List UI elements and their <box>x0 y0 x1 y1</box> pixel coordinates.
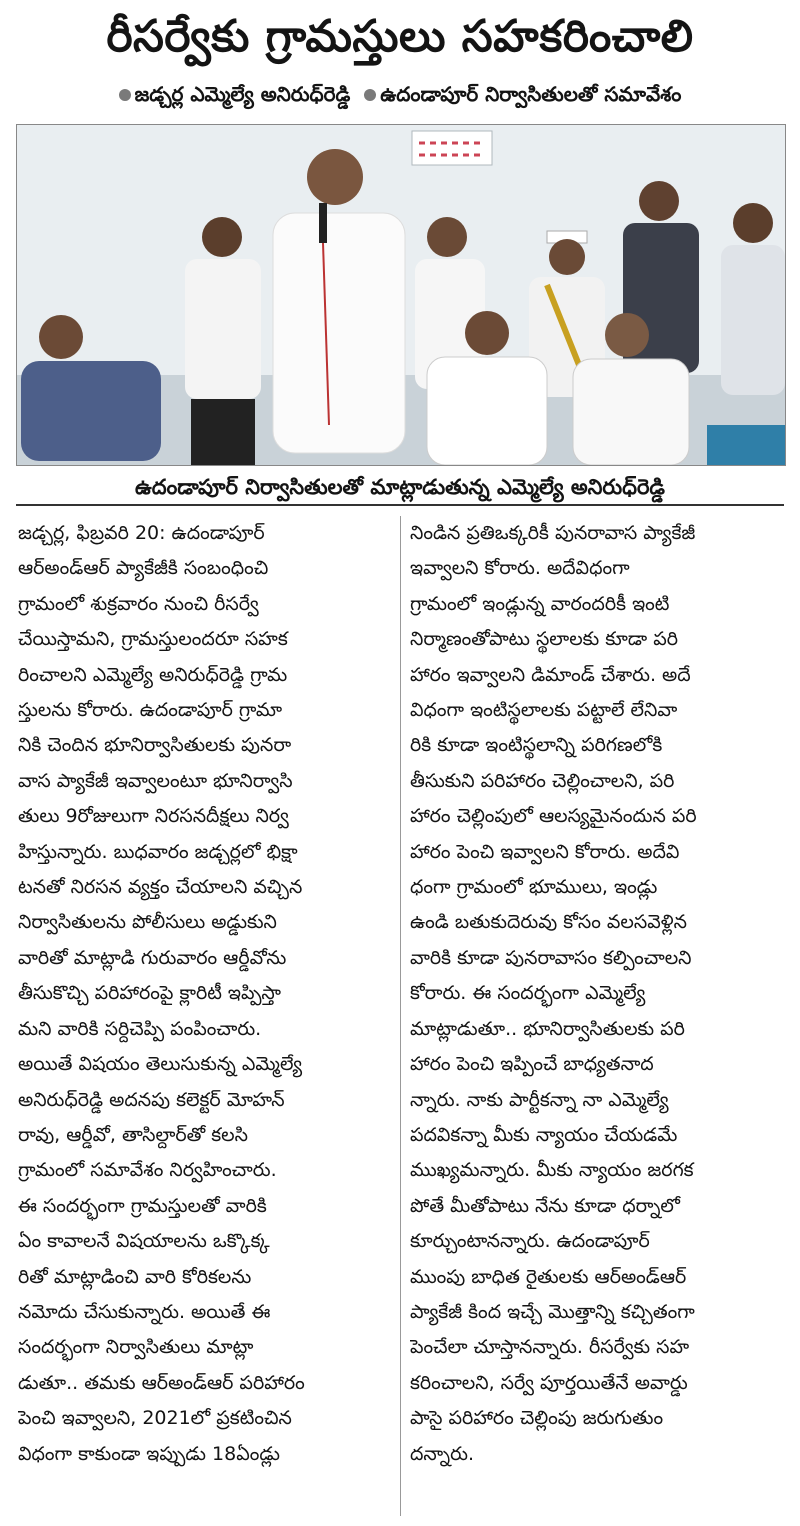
column-divider <box>400 516 401 1516</box>
subheadline <box>0 74 800 114</box>
subheadline-part-2: ఉదండాపూర్ నిర్వాసితులతో సమావేశం <box>380 82 682 106</box>
bullet-icon <box>119 89 131 101</box>
headline: రీసర్వేకు గ్రామస్తులు సహకరించాలి <box>106 11 694 62</box>
subheadline-part-1: జడ్చర్ల ఎమ్మెల్యే అనిరుధ్‌రెడ్డి <box>134 82 351 106</box>
article-body-column-right: నిండిన ప్రతిఒక్కరికీ పునరావాస ప్యాకేజీ ఇవ్వాలని కోరారు. అదేవిధంగా గ్రామంలో ఇండ్లున్న వారందరికీ ఇంటి నిర్మాణంతోపాటు స్థలాలకు కూడా పరి హారం ఇవ్వాలని డిమాండ్ చేశారు. అదే విధంగా ఇంటిస్థలాలకు పట్టాలే లేనివా రికి కూడా ఇంటిస్థలాన్ని పరిగణలోకి తీసుకుని పరిహారం చెల్లించాలని, పరి హారం చెల్లింపులో ఆలస్యమైనందున పరి హారం పెంచి ఇవ్వాలని కోరారు. అదేవి ధంగా గ్రామంలో భూములు, ఇండ్లు ఉండి బతుకుదెరువు కోసం వలసవెళ్లిన వారికి కూడా పునరావాసం కల్పించాలని కోరారు. ఈ సందర్భంగా ఎమ్మెల్యే మాట్లాడుతూ.. భూనిర్వాసితులకు పరి హారం పెంచి ఇప్పించే బాధ్యతనాద న్నారు. నాకు పార్టీకన్నా నా ఎమ్మెల్యే పదవికన్నా మీకు న్యాయం చేయడమే ముఖ్యమన్నారు. మీకు న్యాయం జరగక పోతే మీతోపాటు నేను కూడా ధర్నాలో కూర్చుంటానన్నారు. ఉదండాపూర్ ముంపు బాధిత రైతులకు ఆర్‌అండ్‌ఆర్ ప్యాకేజీ కింద ఇచ్చే మొత్తాన్ని కచ్చితంగా పెంచేలా చూస్తానన్నారు. రీసర్వేకు సహ కరించాలని, సర్వే పూర్తయితేనే అవార్డు పాసై పరిహారం చెల్లింపు జరుగుతుం దన్నారు. <box>410 522 697 1465</box>
news-photo <box>16 124 786 466</box>
bullet-icon <box>364 89 376 101</box>
article-body-column-left: జడ్చర్ల, ఫిబ్రవరి 20: ఉదండాపూర్ ఆర్‌అండ్‌ఆర్ ప్యాకేజీకి సంబంధించి గ్రామంలో శుక్రవారం నుంచి రీసర్వే చేయిస్తామని, గ్రామస్తులందరూ సహక రించాలని ఎమ్మెల్యే అనిరుధ్‌రెడ్డి గ్రామ స్తులను కోరారు. ఉదండాపూర్ గ్రామా నికి చెందిన భూనిర్వాసితులకు పునరా వాస ప్యాకేజీ ఇవ్వాలంటూ భూనిర్వాసి తులు 9రోజులుగా నిరసనదీక్షలు నిర్వ హిస్తున్నారు. బుధవారం జడ్చర్లలో భిక్షా టనతో నిరసన వ్యక్తం చేయాలని వచ్చిన నిర్వాసితులను పోలీసులు అడ్డుకుని వారితో మాట్లాడి గురువారం ఆర్డీవోను తీసుకొచ్చి పరిహారంపై క్లారిటీ ఇప్పిస్తా మని వారికి సర్దిచెప్పి పంపించారు. అయితే విషయం తెలుసుకున్న ఎమ్మెల్యే అనిరుధ్‌రెడ్డి అదనపు కలెక్టర్ మోహన్ రావు, ఆర్డీవో, తాసిల్దార్‌తో కలసి గ్రామంలో సమావేశం నిర్వహించారు. ఈ సందర్భంగా గ్రామస్తులతో వారికి ఏం కావాలనే విషయాలను ఒక్కొక్క రితో మాట్లాడించి వారి కోరికలను నమోదు చేసుకున్నారు. అయితే ఈ సందర్భంగా నిర్వాసితులు మాట్లా డుతూ.. తమకు ఆర్‌అండ్‌ఆర్ పరిహారం పెంచి ఇవ్వాలని, 2021లో ప్రకటించిన విధంగా కాకుండా ఇప్పుడు 18ఏండ్లు <box>18 522 305 1465</box>
news-photo-illustration <box>17 125 785 465</box>
photo-caption: ఉదండాపూర్ నిర్వాసితులతో మాట్లాడుతున్న ఎమ్మెల్యే అనిరుధ్‌రెడ్డి <box>16 470 784 506</box>
